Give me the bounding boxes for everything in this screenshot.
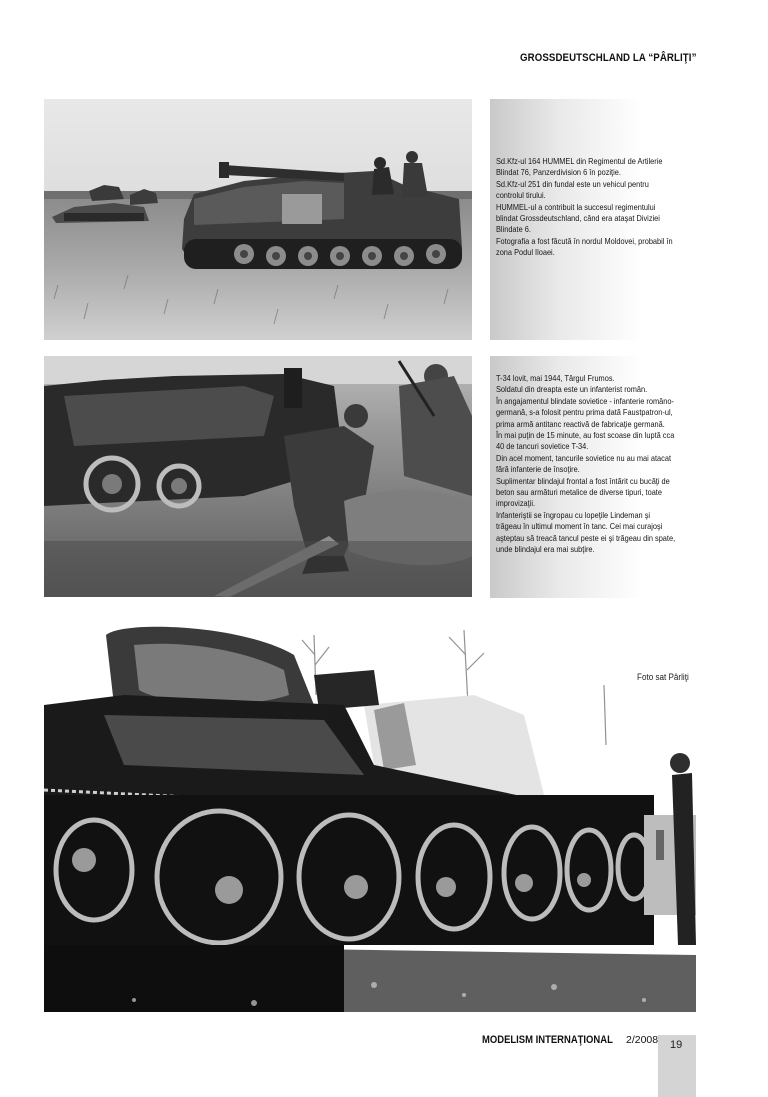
caption-line: HUMMEL-ul a contribuit la succesul regimentului blindat Grossdeutschland, când era ataşat Diviziei Blindate 6. [496, 201, 660, 235]
caption-line: Sd.Kfz-ul 251 din fundal este un vehicul pentru controlul tirului. [496, 178, 649, 201]
photo-destroyed-t34 [44, 615, 696, 1012]
caption-hummel [496, 156, 677, 259]
running-title: GROSSDEUTSCHLAND LA “PÂRLIŢI” [519, 52, 696, 64]
caption-panel-hummel [490, 99, 673, 340]
footer [482, 1034, 659, 1046]
caption-panel-t34 [490, 356, 676, 598]
photo-hummel-image [44, 99, 472, 340]
page-number-box [658, 1035, 696, 1097]
caption-line: În mai puţin de 15 minute, au fost scoase din luptă cca 40 de tancuri sovietice T-34. [496, 430, 675, 452]
photo-credit-caption: Foto sat Pârliţi [637, 672, 689, 682]
magazine-name: MODELISM INTERNAŢIONAL [482, 1034, 613, 1046]
caption-line: Din acel moment, tancurile sovietice nu au mai atacat fără infanterie de însoţire. [496, 452, 672, 475]
caption-line: Infanteriştii se îngropau cu lopeţile Lindeman şi trăgeau în ultimul moment în tanc. Cei mai curajoşi aşteptau să treacă tancul peste ei şi trăgeau din spate, unde blindajul era mai subţire. [496, 509, 676, 555]
caption-line: Soldatul din dreapta este un infanterist român. [496, 384, 648, 395]
photo-t34-soldiers [44, 356, 472, 597]
photo-hummel [44, 99, 472, 340]
caption-line: Fotografia a fost făcută în nordul Moldovei, probabil în zona Podul Iloaei. [496, 235, 673, 258]
photo-t34-soldiers-image [44, 356, 472, 597]
photo-destroyed-t34-image [44, 615, 696, 1012]
caption-line: T-34 lovit, mai 1944, Târgul Frumos. [496, 373, 615, 383]
caption-line: Suplimentar blindajul frontal a fost întărit cu bucăţi de beton sau armături metalice de diverse tipuri, toate improvizaţii. [496, 475, 670, 509]
issue-number: 2/2008 [626, 1034, 659, 1046]
caption-line: În angajamentul blindate sovietice - infanterie româno-germană, s-a folosit pentru prima dată Faustpatron-ul, prima armă antitanc reactivă de fabricaţie germană. [496, 395, 674, 429]
page-number: 19 [670, 1039, 683, 1051]
caption-line: Sd.Kfz-ul 164 HUMMEL din Regimentul de Artilerie Blindat 76, Panzerdivision 6 în poziţie. [496, 156, 663, 178]
caption-t34 [496, 373, 677, 556]
